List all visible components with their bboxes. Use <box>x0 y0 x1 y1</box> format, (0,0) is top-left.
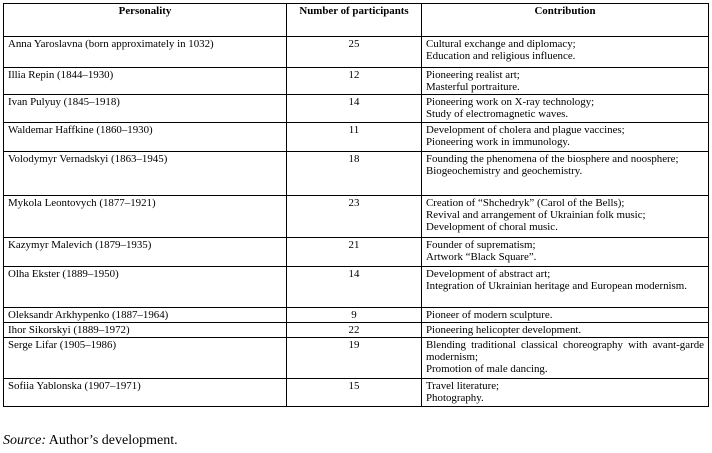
personality-cell: Waldemar Haffkine (1860–1930) <box>4 123 287 152</box>
participants-cell: 18 <box>287 152 422 196</box>
participants-cell: 15 <box>287 379 422 407</box>
table-row <box>4 338 709 379</box>
contribution-line: Integration of Ukrainian heritage and European modernism. <box>426 280 687 292</box>
contribution-line: Development of cholera and plague vaccines; <box>426 124 625 136</box>
contribution-line: Creation of “Shchedryk” (Carol of the Bells); <box>426 197 625 209</box>
table-row <box>4 196 709 238</box>
participants-cell: 19 <box>287 338 422 379</box>
participants-cell: 21 <box>287 238 422 267</box>
contribution-line: Photography. <box>426 392 484 404</box>
contribution-line: Pioneering work on X-ray technology; <box>426 96 595 108</box>
contribution-line: Pioneer of modern sculpture. <box>426 309 553 321</box>
participants-cell: 9 <box>287 308 422 323</box>
source-note <box>3 433 178 449</box>
participants-cell: 14 <box>287 267 422 308</box>
contribution-cell <box>422 308 709 323</box>
contribution-line: Development of choral music. <box>426 221 558 233</box>
table-header-row <box>4 4 709 37</box>
participants-cell: 14 <box>287 95 422 123</box>
personality-cell: Olha Ekster (1889–1950) <box>4 267 287 308</box>
contribution-line: Blending traditional classical choreography with avant-garde modernism; <box>426 339 704 363</box>
personality-cell: Ivan Pulyuy (1845–1918) <box>4 95 287 123</box>
contribution-line: Cultural exchange and diplomacy; <box>426 38 576 50</box>
contribution-cell <box>422 238 709 267</box>
participants-cell: 12 <box>287 68 422 95</box>
personality-cell: Kazymyr Malevich (1879–1935) <box>4 238 287 267</box>
contribution-line: Study of electromagnetic waves. <box>426 108 569 120</box>
contribution-cell <box>422 37 709 68</box>
personality-cell: Mykola Leontovych (1877–1921) <box>4 196 287 238</box>
header-number-of-participants: Number of participants <box>287 4 422 37</box>
contribution-line: Masterful portraiture. <box>426 81 520 93</box>
contribution-cell <box>422 338 709 379</box>
contribution-line: Pioneering helicopter development. <box>426 324 582 336</box>
contribution-cell <box>422 267 709 308</box>
table-row <box>4 238 709 267</box>
personality-cell: Sofiia Yablonska (1907–1971) <box>4 379 287 407</box>
contribution-line: Artwork “Black Square”. <box>426 251 537 263</box>
source-text: Author’s development. <box>46 433 178 448</box>
contribution-line: Revival and arrangement of Ukrainian folk music; <box>426 209 646 221</box>
contribution-cell <box>422 379 709 407</box>
personality-cell: Oleksandr Arkhypenko (1887–1964) <box>4 308 287 323</box>
contribution-cell <box>422 323 709 338</box>
personality-cell: Ihor Sikorskyi (1889–1972) <box>4 323 287 338</box>
participants-cell: 22 <box>287 323 422 338</box>
table-row <box>4 123 709 152</box>
table-row <box>4 152 709 196</box>
contribution-cell <box>422 95 709 123</box>
contribution-cell <box>422 152 709 196</box>
contribution-line: Pioneering realist art; <box>426 69 520 81</box>
table-row <box>4 379 709 407</box>
contribution-line: Travel literature; <box>426 380 500 392</box>
contribution-line: Biogeochemistry and geochemistry. <box>426 165 583 177</box>
header-personality: Personality <box>4 4 287 37</box>
source-label: Source: <box>3 433 47 448</box>
table-row <box>4 37 709 68</box>
personality-cell: Volodymyr Vernadskyi (1863–1945) <box>4 152 287 196</box>
personality-cell: Illia Repin (1844–1930) <box>4 68 287 95</box>
contribution-line: Development of abstract art; <box>426 268 551 280</box>
contribution-cell <box>422 123 709 152</box>
contribution-line: Founding the phenomena of the biosphere and noosphere; <box>426 153 679 165</box>
personality-cell: Anna Yaroslavna (born approximately in 1032) <box>4 37 287 68</box>
participants-cell: 25 <box>287 37 422 68</box>
table-row <box>4 323 709 338</box>
table-row <box>4 68 709 95</box>
contribution-line: Pioneering work in immunology. <box>426 136 570 148</box>
contribution-cell <box>422 68 709 95</box>
contributions-table <box>3 3 709 407</box>
table-row <box>4 308 709 323</box>
table-row <box>4 267 709 308</box>
contribution-line: Founder of suprematism; <box>426 239 536 251</box>
contribution-line: Promotion of male dancing. <box>426 363 548 375</box>
contribution-cell <box>422 196 709 238</box>
contribution-line: Education and religious influence. <box>426 50 576 62</box>
table-row <box>4 95 709 123</box>
personality-cell: Serge Lifar (1905–1986) <box>4 338 287 379</box>
participants-cell: 23 <box>287 196 422 238</box>
participants-cell: 11 <box>287 123 422 152</box>
header-contribution: Contribution <box>422 4 709 37</box>
